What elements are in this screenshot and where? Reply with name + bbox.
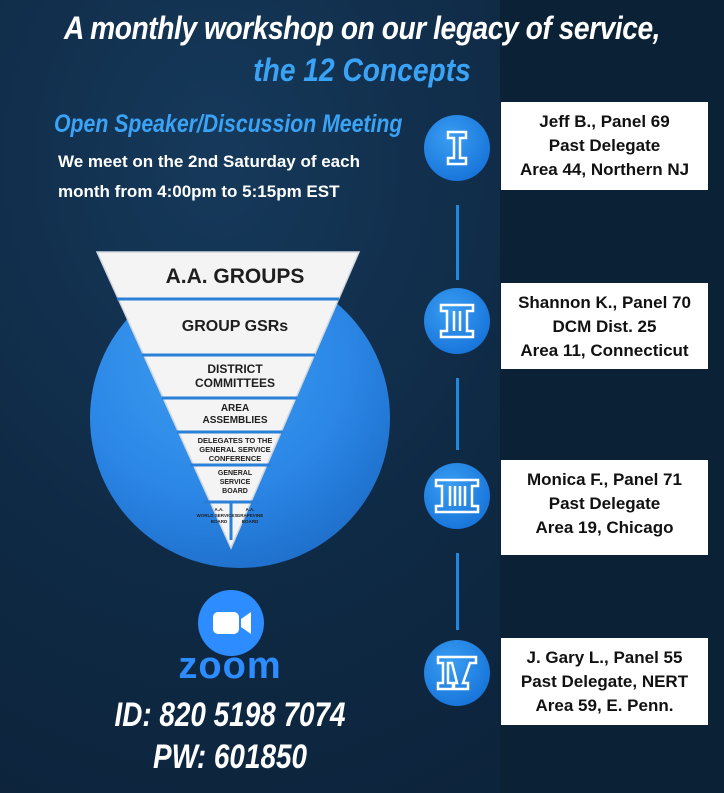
level-area: AREA — [220, 403, 250, 414]
speaker-2-area: Area 11, Connecticut — [520, 341, 689, 360]
meeting-type: Open Speaker/Discussion Meeting — [54, 110, 403, 138]
level-service: SERVICE — [219, 479, 251, 486]
speaker-card-3 — [501, 460, 708, 555]
speaker-3-area: Area 19, Chicago — [535, 518, 674, 537]
zoom-meeting-id: ID: 820 5198 7074 — [114, 696, 346, 734]
schedule-line-1: We meet on the 2nd Saturday of each — [58, 152, 360, 171]
service-structure-triangle — [95, 250, 375, 550]
timeline-line-3 — [456, 553, 459, 630]
level-general: GENERAL — [217, 470, 253, 477]
level-committees: COMMITTEES — [195, 376, 275, 390]
level-assemblies: ASSEMBLIES — [202, 415, 268, 426]
speaker-1-name: Jeff B., Panel 69 — [539, 112, 670, 131]
speaker-3-name: Monica F., Panel 71 — [527, 470, 682, 489]
world-services-board-3: BOARD — [210, 519, 228, 524]
level-board: BOARD — [222, 488, 248, 495]
speaker-1-role: Past Delegate — [548, 136, 661, 155]
level-general-service: GENERAL SERVICE — [199, 445, 271, 454]
speaker-4-role: Past Delegate, NERT — [520, 672, 689, 691]
grapevine-board-3: BOARD — [241, 519, 259, 524]
level-delegates: DELEGATES TO THE — [197, 436, 273, 445]
speaker-2-name: Shannon K., Panel 70 — [518, 293, 691, 312]
world-services-board-2: WORLD SERVICES — [196, 513, 238, 518]
zoom-password: PW: 601850 — [153, 738, 307, 776]
level-group-gsrs: GROUP GSRs — [181, 318, 289, 335]
speaker-2-role: DCM Dist. 25 — [552, 317, 657, 336]
roman-numeral-4-icon — [424, 640, 490, 706]
schedule-line-2: month from 4:00pm to 5:15pm EST — [58, 182, 340, 201]
speaker-3-role: Past Delegate — [548, 494, 661, 513]
timeline-line-2 — [456, 378, 459, 450]
roman-numeral-1-icon — [424, 115, 490, 181]
speaker-4-name: J. Gary L., Panel 55 — [526, 648, 683, 667]
speaker-4-area: Area 59, E. Penn. — [535, 696, 674, 715]
roman-numeral-2-icon — [424, 288, 490, 354]
level-district: DISTRICT — [207, 362, 263, 376]
speaker-card-2 — [501, 283, 708, 369]
world-services-board-1: A.A. — [214, 507, 224, 512]
speaker-card-4 — [501, 638, 708, 725]
speaker-card-1 — [501, 102, 708, 190]
page-title: A monthly workshop on our legacy of service, — [63, 10, 661, 46]
grapevine-board-2: GRAPEVINE — [236, 513, 264, 518]
speaker-1-area: Area 44, Northern NJ — [519, 160, 690, 179]
page-title-concepts: the 12 Concepts — [253, 52, 471, 88]
roman-numeral-3-icon — [424, 463, 490, 529]
zoom-logo-word: zoom — [178, 645, 282, 687]
level-aa-groups: A.A. GROUPS — [165, 265, 305, 288]
grapevine-board-1: A.A. — [245, 507, 255, 512]
level-conference: CONFERENCE — [208, 454, 262, 463]
meeting-schedule — [58, 147, 418, 207]
timeline-line-1 — [456, 205, 459, 280]
